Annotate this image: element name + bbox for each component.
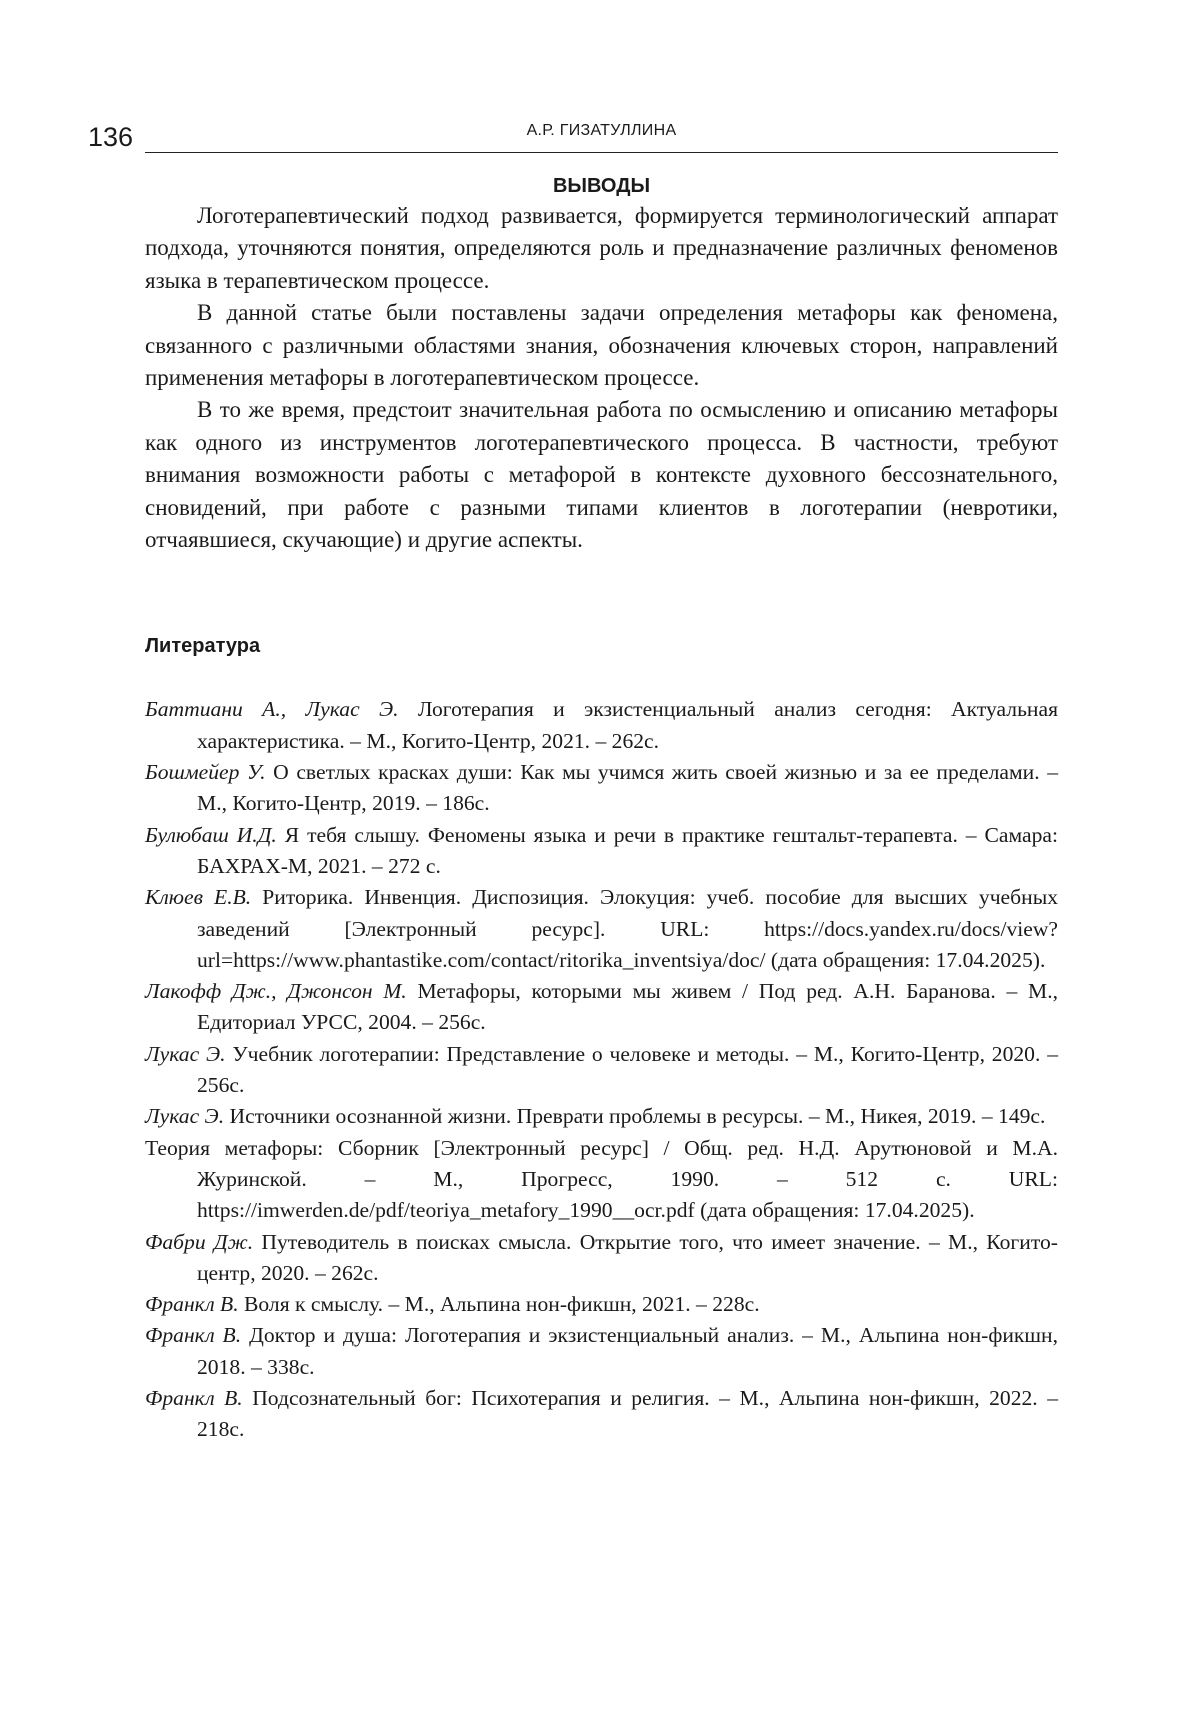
reference-author: Бошмейер У.	[145, 760, 266, 785]
reference-text: Я тебя слышу. Феномены языка и речи в практике гештальт-терапевта. – Самара: БАХРАХ-М, 2021. – 272 с.	[197, 822, 1058, 878]
reference-text: Воля к смыслу. – М., Альпина нон-фикшн, 2021. – 228с.	[238, 1292, 760, 1317]
reference-item	[145, 694, 1058, 757]
conclusions-paragraph: В то же время, предстоит значительная работа по осмыслению и описанию метафоры как одного из инструментов логотерапевтического процесса. В частности, требуют внимания возможности работы с метафорой в контексте духовного бессознательного, сновидений, при работе с разными типами клиентов в логотерапии (невротики, отчаявшиеся, скучающие) и другие аспекты.	[145, 397, 1058, 553]
reference-author: Лукас Э.	[145, 1041, 226, 1066]
reference-item	[145, 1039, 1058, 1102]
reference-author: Лукас Э.	[145, 1104, 225, 1129]
reference-author: Баттиани А., Лукас Э.	[145, 697, 399, 722]
conclusions-paragraph: Логотерапевтический подход развивается, формируется терминологический аппарат подхода, уточняются понятия, определяются роль и предназначение различных феноменов языка в терапевтическом процессе.	[145, 203, 1058, 293]
reference-author: Лакофф Дж., Джонсон М.	[145, 979, 407, 1004]
reference-text: Метафоры, которыми мы живем / Под ред. А.Н. Баранова. – М., Едиториал УРСС, 2004. – 256с.	[197, 979, 1059, 1035]
running-head: А.Р. ГИЗАТУЛЛИНА	[526, 122, 677, 139]
reference-author: Франкл В.	[145, 1386, 243, 1410]
reference-author: Франкл В.	[145, 1292, 239, 1317]
reference-text: О светлых красках души: Как мы учимся жить своей жизнью и за ее пределами. – М., Когито-Центр, 2019. – 186с.	[197, 760, 1058, 816]
reference-item	[145, 820, 1058, 883]
page-number: 136	[88, 122, 134, 152]
conclusions-paragraph: В данной статье были поставлены задачи определения метафоры как феномена, связанного с различными областями знания, обозначения ключевых сторон, направлений применения метафоры в логотерапевтическом процессе.	[145, 300, 1058, 391]
reference-author: Франкл В.	[145, 1323, 242, 1348]
reference-item	[145, 1383, 1058, 1446]
reference-item	[145, 976, 1058, 1039]
reference-item	[145, 1101, 1058, 1132]
reference-author: Булюбаш И.Д.	[145, 822, 277, 847]
reference-list	[145, 694, 1058, 1445]
reference-item	[145, 1320, 1058, 1383]
reference-text: Риторика. Инвенция. Диспозиция. Элокуция: учеб. пособие для высших учебных заведений [Электронный ресурс]. URL: https://docs.yandex.ru/docs/view?url=https://www.phantastike.com/contact/ritorika_inventsiya/doc/ (дата обращения: 17.04.2025).	[197, 885, 1058, 972]
conclusions-heading: ВЫВОДЫ	[552, 175, 651, 197]
reference-text: Путеводитель в поисках смысла. Открытие того, что имеет значение. – М., Когито-центр, 2020. – 262с.	[197, 1229, 1058, 1285]
reference-item	[145, 1227, 1058, 1290]
header-rule	[145, 152, 1058, 153]
reference-author: Клюев Е.В.	[145, 885, 252, 910]
reference-item	[145, 882, 1058, 976]
reference-item	[145, 1133, 1058, 1227]
reference-item	[145, 757, 1058, 820]
reference-text: Доктор и душа: Логотерапия и экзистенциальный анализ. – М., Альпина нон-фикшн, 2018. – 338с.	[197, 1323, 1058, 1379]
reference-author: Фабри Дж.	[145, 1229, 254, 1254]
reference-text: Логотерапия и экзистенциальный анализ сегодня: Актуальная характеристика. – М., Когито-Центр, 2021. – 262с.	[197, 697, 1058, 753]
reference-text: Учебник логотерапии: Представление о человеке и методы. – М., Когито-Центр, 2020. – 256с.	[197, 1041, 1059, 1098]
reference-text: Теория метафоры: Сборник [Электронный ресурс] / Общ. ред. Н.Д. Арутюновой и М.А. Журинской. – М., Прогресс, 1990. – 512 с. URL: https://imwerden.de/pdf/teoriya_metafory_1990__ocr.pdf (дата обращения: 17.04.2025).	[145, 1135, 1058, 1223]
reference-text: Подсознательный бог: Психотерапия и религия. – М., Альпина нон-фикшн, 2022. – 218с.	[197, 1386, 1058, 1442]
reference-item	[145, 1289, 1058, 1320]
reference-text: Источники осознанной жизни. Преврати проблемы в ресурсы. – М., Никея, 2019. – 149с.	[224, 1104, 1046, 1129]
literature-heading: Литература	[145, 635, 261, 658]
page-body	[145, 172, 1058, 1446]
